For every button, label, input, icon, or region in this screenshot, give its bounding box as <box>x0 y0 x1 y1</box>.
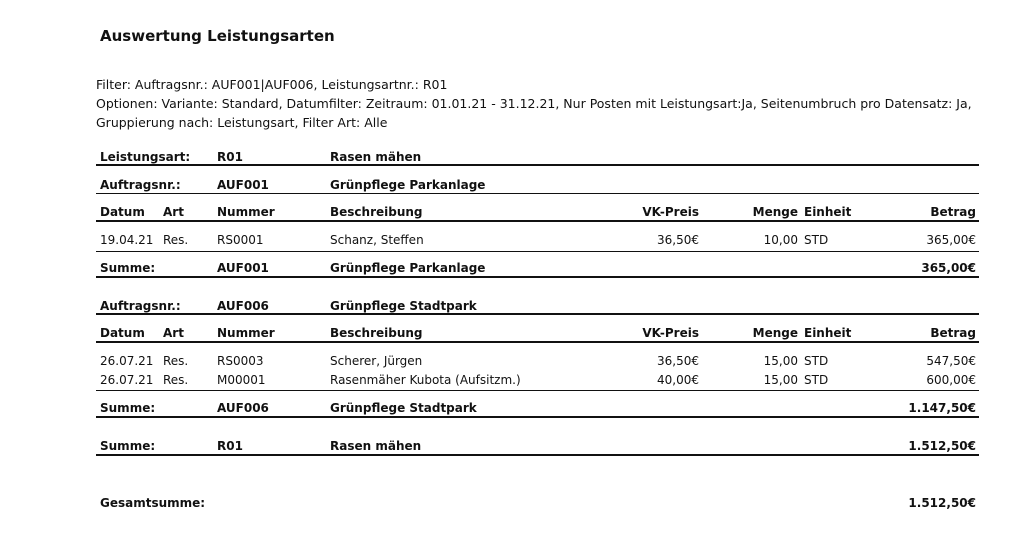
cell-menge: 15,00 <box>763 354 798 368</box>
sum-label: Summe: <box>100 261 156 275</box>
divider <box>96 313 979 315</box>
cell-nummer: RS0001 <box>217 233 264 247</box>
cell-einheit: STD <box>804 233 829 247</box>
col-nummer: Nummer <box>217 205 275 219</box>
order-code: AUF006 <box>217 299 269 313</box>
options-line-2: Gruppierung nach: Leistungsart, Filter Art: Alle <box>96 115 388 130</box>
cell-datum: 26.07.21 <box>100 354 154 368</box>
col-beschreibung: Beschreibung <box>330 326 423 340</box>
cell-vkpreis: 40,00€ <box>657 373 699 387</box>
divider <box>96 276 979 278</box>
la-sum-label: Summe: <box>100 439 156 453</box>
col-datum: Datum <box>100 205 145 219</box>
report-title: Auswertung Leistungsarten <box>100 27 335 45</box>
divider <box>96 390 979 391</box>
divider <box>96 164 979 166</box>
cell-vkpreis: 36,50€ <box>657 233 699 247</box>
col-vkpreis: VK-Preis <box>642 205 699 219</box>
cell-nummer: RS0003 <box>217 354 264 368</box>
col-art: Art <box>163 205 184 219</box>
col-einheit: Einheit <box>804 205 852 219</box>
divider <box>96 251 979 252</box>
divider <box>96 341 979 343</box>
leistungsart-code: R01 <box>217 150 243 164</box>
col-menge: Menge <box>752 205 798 219</box>
divider <box>96 220 979 222</box>
divider <box>96 416 979 418</box>
grand-total-label: Gesamtsumme: <box>100 496 206 510</box>
cell-einheit: STD <box>804 354 829 368</box>
cell-beschreibung: Scherer, Jürgen <box>330 354 423 368</box>
sum-name: Grünpflege Stadtpark <box>330 401 477 415</box>
sum-value: 1.147,50€ <box>908 401 976 415</box>
cell-betrag: 365,00€ <box>926 233 976 247</box>
cell-art: Res. <box>163 233 189 247</box>
col-vkpreis: VK-Preis <box>642 326 699 340</box>
order-label: Auftragsnr.: <box>100 178 181 192</box>
grand-total-value: 1.512,50€ <box>908 496 976 510</box>
order-label: Auftragsnr.: <box>100 299 181 313</box>
cell-menge: 10,00 <box>763 233 798 247</box>
col-datum: Datum <box>100 326 145 340</box>
col-betrag: Betrag <box>930 205 976 219</box>
col-art: Art <box>163 326 184 340</box>
col-betrag: Betrag <box>930 326 976 340</box>
col-nummer: Nummer <box>217 326 275 340</box>
leistungsart-name: Rasen mähen <box>330 150 422 164</box>
cell-betrag: 600,00€ <box>926 373 976 387</box>
cell-einheit: STD <box>804 373 829 387</box>
filter-line: Filter: Auftragsnr.: AUF001|AUF006, Leistungsartnr.: R01 <box>96 77 448 92</box>
order-name: Grünpflege Parkanlage <box>330 178 486 192</box>
leistungsart-label: Leistungsart: <box>100 150 191 164</box>
divider <box>96 193 979 194</box>
sum-code: AUF006 <box>217 401 269 415</box>
options-line-1: Optionen: Variante: Standard, Datumfilter: Zeitraum: 01.01.21 - 31.12.21, Nur Posten mit Leistungsart:Ja, Seitenumbruch pro Datensatz: Ja, <box>96 96 972 111</box>
col-beschreibung: Beschreibung <box>330 205 423 219</box>
sum-name: Grünpflege Parkanlage <box>330 261 486 275</box>
cell-art: Res. <box>163 354 189 368</box>
sum-label: Summe: <box>100 401 156 415</box>
cell-vkpreis: 36,50€ <box>657 354 699 368</box>
sum-code: AUF001 <box>217 261 269 275</box>
divider <box>96 454 979 456</box>
cell-beschreibung: Schanz, Steffen <box>330 233 424 247</box>
cell-betrag: 547,50€ <box>926 354 976 368</box>
cell-menge: 15,00 <box>763 373 798 387</box>
cell-nummer: M00001 <box>217 373 266 387</box>
la-sum-name: Rasen mähen <box>330 439 422 453</box>
cell-datum: 19.04.21 <box>100 233 154 247</box>
la-sum-code: R01 <box>217 439 243 453</box>
sum-value: 365,00€ <box>921 261 976 275</box>
order-code: AUF001 <box>217 178 269 192</box>
cell-art: Res. <box>163 373 189 387</box>
cell-beschreibung: Rasenmäher Kubota (Aufsitzm.) <box>330 373 521 387</box>
col-einheit: Einheit <box>804 326 852 340</box>
cell-datum: 26.07.21 <box>100 373 154 387</box>
la-sum-value: 1.512,50€ <box>908 439 976 453</box>
col-menge: Menge <box>752 326 798 340</box>
order-name: Grünpflege Stadtpark <box>330 299 477 313</box>
